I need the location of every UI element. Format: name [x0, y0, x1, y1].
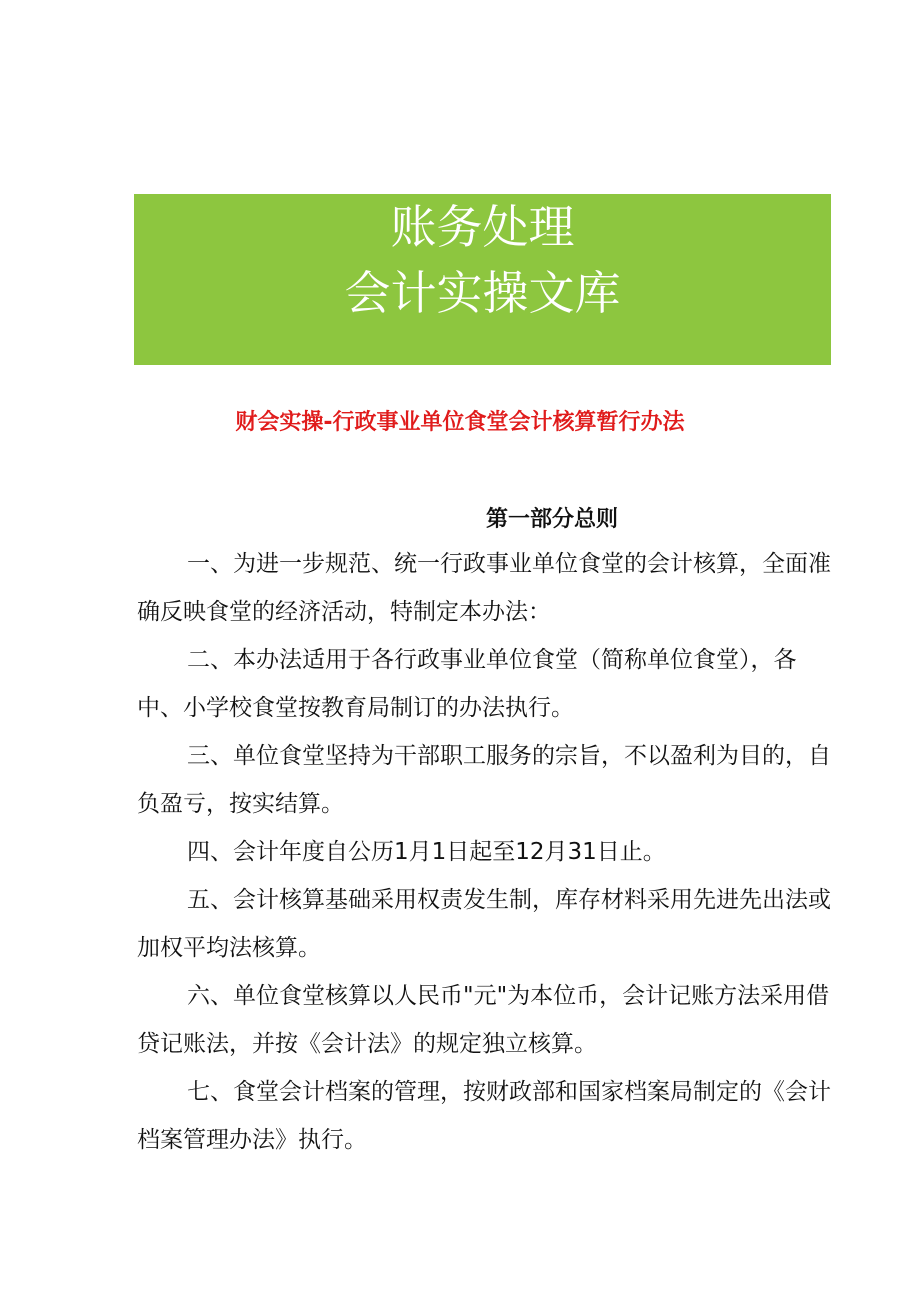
paragraph-2: 二、本办法适用于各行政事业单位食堂（简称单位食堂），各中、小学校食堂按教育局制订的办法执行。 — [137, 647, 797, 721]
paragraph-3: 三、单位食堂坚持为干部职工服务的宗旨，不以盈利为目的，自负盈亏，按实结算。 — [137, 743, 831, 817]
paragraph-6: 六、单位食堂核算以人民币"元"为本位币，会计记账方法采用借贷记账法，并按《会计法》的规定独立核算。 — [137, 983, 830, 1057]
banner — [134, 194, 831, 365]
document-title: 财会实操-行政事业单位食堂会计核算暂行办法 — [235, 410, 685, 435]
banner-title-line-1: 账务处理 — [390, 200, 575, 254]
paragraph-4: 四、会计年度自公历1月1日起至12月31日止。 — [187, 839, 666, 865]
paragraph-5: 五、会计核算基础采用权责发生制，库存材料采用先进先出法或加权平均法核算。 — [137, 887, 831, 961]
paragraph-7: 七、食堂会计档案的管理，按财政部和国家档案局制定的《会计档案管理办法》执行。 — [137, 1079, 831, 1153]
banner-title-line-2: 会计实操文库 — [344, 266, 621, 320]
document-body — [137, 540, 837, 1164]
paragraph-1: 一、为进一步规范、统一行政事业单位食堂的会计核算，全面准确反映食堂的经济活动，特制定本办法： — [137, 551, 831, 625]
section-title: 第一部分总则 — [486, 507, 619, 532]
